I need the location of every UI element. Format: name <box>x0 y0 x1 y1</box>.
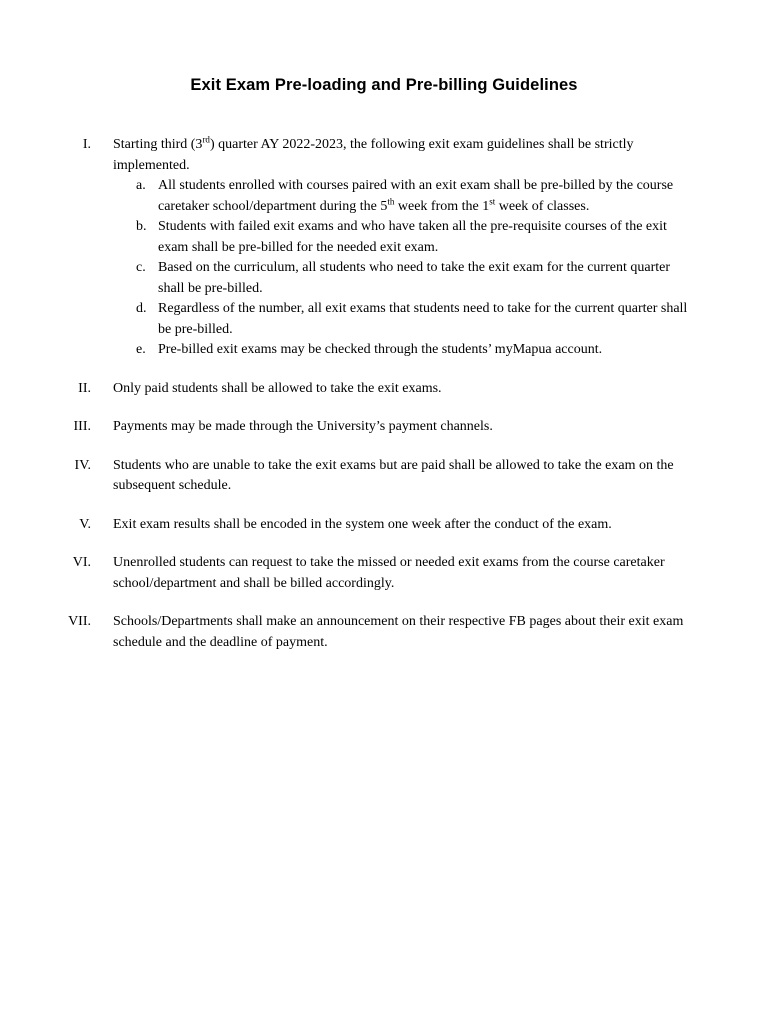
section-text: Students who are unable to take the exit exams but are paid shall be allowed to take the exam on the subsequent schedule. <box>113 457 674 493</box>
sub-guideline-b <box>136 217 688 258</box>
guideline-section-1 <box>0 135 768 361</box>
superscript: st <box>489 195 496 206</box>
sub-guideline-c <box>136 258 688 299</box>
sub-text-part: week from the 1 <box>394 198 490 214</box>
sub-letter: d. <box>136 301 147 316</box>
sub-letter: e. <box>136 342 146 357</box>
section-text: Only paid students shall be allowed to take the exit exams. <box>113 380 442 396</box>
sub-guideline-d <box>136 299 688 340</box>
guideline-section-7 <box>0 612 768 653</box>
sub-letter: a. <box>136 178 146 193</box>
sub-text-part: All students enrolled with courses paired with an exit exam shall be pre-billed by the course caretaker school/department during the 5 <box>158 178 674 214</box>
section-text <box>113 135 688 361</box>
guideline-section-4 <box>0 456 768 497</box>
sub-guideline-e <box>136 340 688 361</box>
section-numeral: II. <box>78 380 91 396</box>
document-title: Exit Exam Pre-loading and Pre-billing Guidelines <box>190 76 578 94</box>
guideline-section-6 <box>0 553 768 594</box>
sub-text: Regardless of the number, all exit exams that students need to take for the current quarter shall be pre-billed. <box>158 301 688 337</box>
sub-text: Pre-billed exit exams may be checked through the students’ myMapua account. <box>158 342 603 357</box>
sub-guidelines-list <box>113 176 688 361</box>
section-text-part: ) quarter AY 2022-2023, the following exit exam guidelines shall be strictly implemented. <box>113 137 634 173</box>
sub-text: Based on the curriculum, all students who need to take the exit exam for the current quarter shall be pre-billed. <box>158 260 670 296</box>
guideline-section-5 <box>0 515 768 536</box>
section-numeral: VII. <box>68 614 91 629</box>
sub-text: Students with failed exit exams and who have taken all the pre-requisite courses of the exit exam shall be pre-billed for the needed exit exam. <box>158 219 667 255</box>
sub-guideline-a <box>136 176 688 217</box>
section-text-part: Starting third (3 <box>113 137 203 152</box>
section-text: Unenrolled students can request to take the missed or needed exit exams from the course caretaker school/department and shall be billed accordingly. <box>113 555 665 591</box>
section-text: Exit exam results shall be encoded in the system one week after the conduct of the exam. <box>113 516 612 532</box>
guideline-section-3 <box>0 417 768 438</box>
section-numeral: VI. <box>72 555 91 570</box>
section-text: Schools/Departments shall make an announcement on their respective FB pages about their exit exam schedule and the deadline of payment. <box>113 614 684 650</box>
sub-letter: b. <box>136 219 147 234</box>
section-text: Payments may be made through the University’s payment channels. <box>113 419 493 434</box>
section-numeral: V. <box>79 516 91 532</box>
guidelines-list <box>0 135 768 671</box>
guideline-section-2 <box>0 379 768 400</box>
superscript: th <box>387 195 395 206</box>
sub-text-part: week of classes. <box>495 198 590 214</box>
section-numeral: I. <box>82 137 91 152</box>
section-numeral: IV. <box>74 457 91 473</box>
sub-letter: c. <box>136 260 146 275</box>
section-numeral: III. <box>73 419 91 434</box>
superscript: rd <box>202 134 210 145</box>
